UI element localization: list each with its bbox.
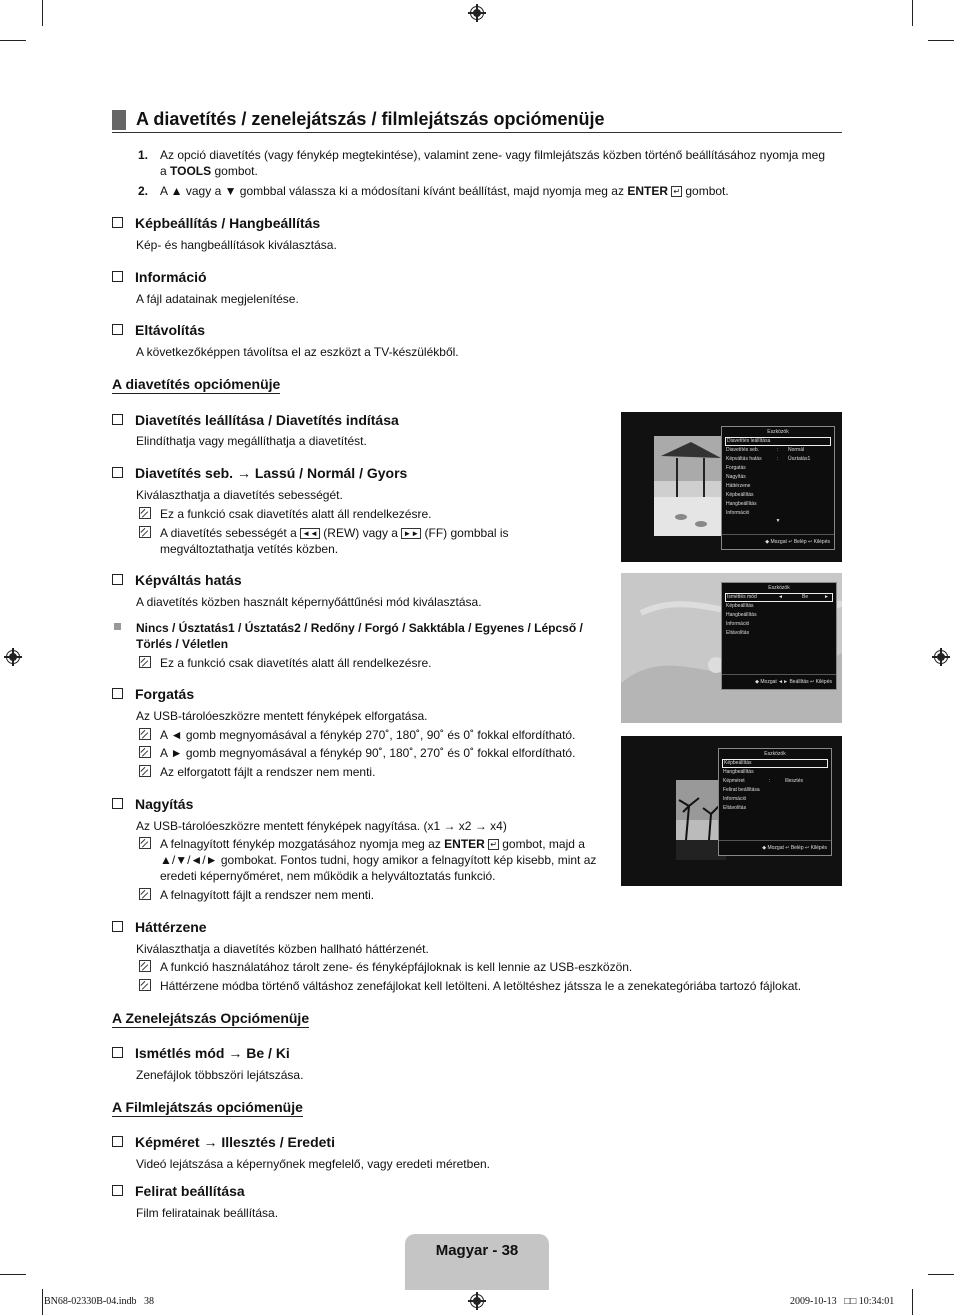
note-text: A felnagyított fénykép mozgatásához nyomja meg az ENTER ↵ gombot, majd a xyxy=(160,837,585,851)
checkbox-bullet-icon xyxy=(112,574,123,585)
menu-item[interactable]: Képbeállítás xyxy=(726,492,754,498)
note-icon xyxy=(139,979,151,991)
note-text: Ez a funkció csak diavetítés alatt áll rendelkezésre. xyxy=(160,656,432,670)
section-desc: A fájl adatainak megjelenítése. xyxy=(136,292,299,306)
registration-mark-icon xyxy=(4,648,22,666)
section-desc: Az USB-tárolóeszközre mentett fényképek nagyítása. (x1 → x2 → x4) xyxy=(136,819,507,833)
section-desc: Kiválaszthatja a diavetítés sebességét. xyxy=(136,488,343,502)
slideshow-heading: A diavetítés opciómenüje xyxy=(112,376,281,392)
section-desc: Film feliratainak beállítása. xyxy=(136,1206,279,1220)
section-remove: Eltávolítás xyxy=(112,322,205,338)
menu-item[interactable]: Diavetítés seb. : Normál xyxy=(726,447,805,453)
section-zoom: Nagyítás xyxy=(112,796,193,812)
note-icon xyxy=(139,888,151,900)
section-desc: A következőképpen távolítsa el az eszközt a TV-készülékből. xyxy=(136,345,459,359)
note-icon xyxy=(139,765,151,777)
section-desc: Kép- és hangbeállítások kiválasztása. xyxy=(136,238,337,252)
registration-mark-icon xyxy=(468,4,486,22)
note-text: Ez a funkció csak diavetítés alatt áll rendelkezésre. xyxy=(160,507,432,521)
section-picture-sound: Képbeállítás / Hangbeállítás xyxy=(112,215,320,231)
note-text: A ► gomb megnyomásával a fénykép 90˚, 180˚, 270˚ és 0˚ fokkal elfordítható. xyxy=(160,746,576,760)
checkbox-bullet-icon xyxy=(112,921,123,932)
note-text: A felnagyított fájlt a rendszer nem menti. xyxy=(160,888,375,902)
note-text: ▲/▼/◄/► gombokat. Fontos tudni, hogy amikor a felnagyított kép kisebb, mint az xyxy=(160,853,597,867)
checkbox-bullet-icon xyxy=(112,1136,123,1147)
menu-footer: ◆ Mozgat ◄► Beállítás ↩ Kilépés xyxy=(722,674,836,689)
checkbox-bullet-icon xyxy=(112,217,123,228)
note-icon xyxy=(139,656,151,668)
checkbox-bullet-icon xyxy=(112,688,123,699)
note-text: A funkció használatához tárolt zene- és fényképfájloknak is kell lennie az USB-eszközön. xyxy=(160,960,633,974)
crop-mark xyxy=(912,1289,913,1315)
checkbox-bullet-icon xyxy=(112,271,123,282)
menu-item[interactable]: Nagyítás xyxy=(726,474,746,480)
crop-mark xyxy=(928,40,954,41)
section-desc: Videó lejátszása a képernyőnek megfelelő, vagy eredeti méretben. xyxy=(136,1157,490,1171)
menu-item[interactable]: Hangbeállítás xyxy=(726,501,757,507)
registration-mark-icon xyxy=(468,1292,486,1310)
file-info: BN68-02330B-04.indb 38 xyxy=(44,1296,154,1307)
crop-mark xyxy=(928,1274,954,1275)
note-text: megváltoztathatja vetítés közben. xyxy=(160,542,339,556)
section-desc: Kiválaszthatja a diavetítés közben hallható háttérzenét. xyxy=(136,942,429,956)
square-bullet-icon xyxy=(114,623,121,630)
menu-item[interactable]: Képbeállítás xyxy=(726,603,754,609)
menu-item[interactable]: Információ xyxy=(723,796,747,802)
menu-item[interactable]: Eltávolítás xyxy=(726,630,750,636)
effect-options: Nincs / Úsztatás1 / Úsztatás2 / Redőny / Forgó / Sakktábla / Egyenes / Lépcső / xyxy=(136,621,583,635)
note-icon xyxy=(139,728,151,740)
menu-item[interactable]: Háttérzene xyxy=(726,483,751,489)
section-desc: Elindíthatja vagy megállíthatja a diavetítést. xyxy=(136,434,367,448)
note-icon xyxy=(139,837,151,849)
step-number: 2. xyxy=(138,184,149,198)
section-repeat-mode: Ismétlés mód → Be / Ki xyxy=(112,1045,290,1061)
page-title-text: A diavetítés / zenelejátszás / filmlejátszás opciómenüje xyxy=(136,109,605,129)
arrow-left-icon[interactable]: ◄ xyxy=(778,594,783,600)
menu-footer: ◆ Mozgat ↵ Belép ↩ Kilépés xyxy=(722,534,834,549)
checkbox-bullet-icon xyxy=(112,324,123,335)
section-desc: A diavetítés közben használt képernyőáttűnési mód kiválasztása. xyxy=(136,595,482,609)
menu-item[interactable]: Képméret : Illesztés xyxy=(723,778,804,784)
page-title xyxy=(112,108,842,133)
checkbox-bullet-icon xyxy=(112,1185,123,1196)
note-icon xyxy=(139,507,151,519)
effect-options: Törlés / Véletlen xyxy=(136,637,229,651)
fast-forward-icon: ►► xyxy=(403,529,420,538)
menu-item[interactable]: Diavetítés leállítása xyxy=(725,437,831,446)
page-number: Magyar - 38 xyxy=(435,1242,519,1259)
section-desc: Az USB-tárolóeszközre mentett fényképek elforgatása. xyxy=(136,709,428,723)
note-text: Az elforgatott fájlt a rendszer nem menti. xyxy=(160,765,376,779)
menu-item-repeat[interactable]: Ismétlés mód ◄ Be ► xyxy=(725,593,833,602)
music-tools-screenshot xyxy=(621,573,842,723)
section-desc: Zenefájlok többszöri lejátszása. xyxy=(136,1068,304,1082)
step-2-text: A ▲ vagy a ▼ gombbal válassza ki a módosítani kívánt beállítást, majd nyomja meg az ENTER ↵ gombot. xyxy=(160,184,729,198)
note-icon xyxy=(139,526,151,538)
crop-mark xyxy=(912,0,913,26)
checkbox-bullet-icon xyxy=(112,414,123,425)
section-information: Információ xyxy=(112,269,207,285)
section-picture-size: Képméret → Illesztés / Eredeti xyxy=(112,1134,335,1150)
enter-icon: ↵ xyxy=(673,187,681,196)
menu-title: Eszközök xyxy=(764,751,786,757)
crop-mark xyxy=(0,40,26,41)
tools-menu xyxy=(721,426,835,550)
section-subtitle-settings: Felirat beállítása xyxy=(112,1183,245,1199)
rewind-icon: ◄◄ xyxy=(302,529,318,538)
page-number-tab xyxy=(405,1234,549,1290)
registration-mark-icon xyxy=(932,648,950,666)
section-rotate: Forgatás xyxy=(112,686,194,702)
menu-title: Eszközök xyxy=(767,429,789,435)
tools-menu xyxy=(721,582,837,690)
scroll-down-icon[interactable]: ▼ xyxy=(775,518,781,524)
movie-heading: A Filmlejátszás opciómenüje xyxy=(112,1099,303,1115)
menu-item[interactable]: Hangbeállítás xyxy=(726,612,757,618)
menu-footer: ◆ Mozgat ↵ Belép ↩ Kilépés xyxy=(719,840,831,855)
menu-item[interactable]: Információ xyxy=(726,510,750,516)
menu-item[interactable]: Felirat beállítása xyxy=(723,787,760,793)
menu-item[interactable]: Hangbeállítás xyxy=(723,769,754,775)
photo-tools-screenshot xyxy=(621,412,842,562)
section-background-music: Háttérzene xyxy=(112,919,207,935)
tools-menu xyxy=(718,748,832,856)
section-transition-effect: Képváltás hatás xyxy=(112,572,242,588)
checkbox-bullet-icon xyxy=(112,1047,123,1058)
menu-item[interactable]: Képváltás hatás : Úsztatás1 xyxy=(726,456,811,462)
section-slideshow-speed: Diavetítés seb. → Lassú / Normál / Gyors xyxy=(112,465,407,481)
note-text: Háttérzene módba történő váltáshoz zenefájlokat kell letölteni. A letöltéshez játssza le a zenekategóriába tartozó fájlokat. xyxy=(160,979,802,993)
menu-item[interactable]: Képbeállítás xyxy=(722,759,828,768)
title-marker xyxy=(112,110,126,130)
step-number: 1. xyxy=(138,148,149,162)
menu-title: Eszközök xyxy=(768,585,790,591)
note-icon xyxy=(139,960,151,972)
print-timestamp: 2009-10-13 □□ 10:34:01 xyxy=(790,1296,895,1307)
note-text: A diavetítés sebességét a ◄◄ (REW) vagy a ►► (FF) gombbal is xyxy=(160,526,509,540)
crop-mark xyxy=(42,1289,43,1315)
note-text: A ◄ gomb megnyomásával a fénykép 270˚, 180˚, 90˚ és 0˚ fokkal elfordítható. xyxy=(160,728,576,742)
step-1-line2: a TOOLS gombot. xyxy=(160,164,258,178)
arrow-right-icon[interactable]: ► xyxy=(824,594,829,600)
checkbox-bullet-icon xyxy=(112,798,123,809)
menu-item[interactable]: Forgatás xyxy=(726,465,746,471)
menu-item[interactable]: Eltávolítás xyxy=(723,805,747,811)
section-slideshow-start: Diavetítés leállítása / Diavetítés indítása xyxy=(112,412,399,428)
movie-tools-screenshot xyxy=(621,736,842,886)
crop-mark xyxy=(0,1274,26,1275)
step-1-text: Az opció diavetítés (vagy fénykép megtekintése), valamint zene- vagy filmlejátszás közben történő beállításához nyomja meg xyxy=(160,148,826,162)
note-text: eredeti képernyőméret, nem működik a helyváltoztatás funkció. xyxy=(160,869,496,883)
note-icon xyxy=(139,746,151,758)
crop-mark xyxy=(42,0,43,26)
menu-item[interactable]: Információ xyxy=(726,621,750,627)
checkbox-bullet-icon xyxy=(112,467,123,478)
music-heading: A Zenelejátszás Opciómenüje xyxy=(112,1010,310,1026)
enter-icon: ↵ xyxy=(490,840,497,849)
